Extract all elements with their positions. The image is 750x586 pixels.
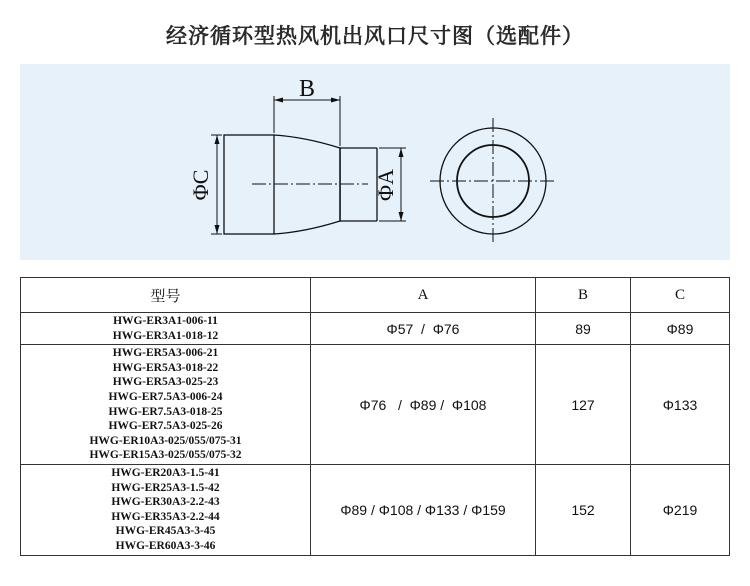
model-name: HWG-ER5A3-018-22 [112,361,219,374]
column-header-b: B [536,278,631,313]
b-arrow-right [331,98,340,103]
table-row [21,464,730,555]
column-header-model: 型号 [21,278,311,313]
model-name: HWG-ER10A3-025/055/075-31 [89,434,242,447]
dimension-b-cell: 152 [536,464,631,555]
model-name: HWG-ER5A3-025-23 [112,376,219,389]
c-arrow-top [215,135,220,144]
dimension-label-c: ΦC [188,169,213,201]
model-list-cell [21,464,311,555]
dimension-a-cell: Φ57 / Φ76 [311,313,536,345]
model-name: HWG-ER7.5A3-018-25 [108,405,223,418]
model-name: HWG-ER5A3-006-21 [112,347,219,360]
table-row [21,313,730,345]
dimension-label-a: ΦA [373,169,398,201]
dimension-arrows [215,98,404,235]
page-title: 经济循环型热风机出风口尺寸图（选配件） [166,24,584,48]
model-name: HWG-ER15A3-025/055/075-32 [89,449,242,462]
dimension-b-cell: 127 [536,345,631,465]
model-name: HWG-ER25A3-1.5-42 [111,481,220,494]
a-arrow-top [399,148,404,157]
model-name: HWG-ER35A3-2.2-44 [111,510,220,523]
outlet-flange-outline [224,135,274,234]
model-name: HWG-ER20A3-1.5-41 [111,466,220,479]
dimension-a-cell: Φ89 / Φ108 / Φ133 / Φ159 [311,464,536,555]
dimension-a-cell: Φ76 / Φ89 / Φ108 [311,345,536,465]
model-name: HWG-ER3A1-018-12 [112,329,219,342]
dimension-c-cell: Φ219 [631,464,730,555]
model-name: HWG-ER7.5A3-006-24 [108,390,223,403]
front-view [430,118,556,244]
dimension-label-b: B [298,76,316,102]
model-list-cell [21,345,311,465]
side-view [211,96,406,234]
model-name: HWG-ER7.5A3-025-26 [108,420,223,433]
model-name: HWG-ER3A1-006-11 [113,315,218,327]
column-header-c: C [631,278,730,313]
model-name: HWG-ER45A3-3-45 [115,525,216,538]
table-row [21,345,730,465]
b-arrow-left [274,98,283,103]
model-name: HWG-ER30A3-2.2-43 [111,496,220,509]
dimension-c-cell: Φ89 [631,313,730,345]
model-list-cell [21,313,311,345]
outlet-dimension-drawing [20,64,730,260]
a-arrow-bottom [399,212,404,221]
dimension-spec-table [20,277,730,556]
model-name: HWG-ER60A3-3-46 [115,539,216,552]
c-arrow-bottom [215,225,220,234]
dimension-drawing-panel [20,64,730,260]
dimension-c-cell: Φ133 [631,345,730,465]
table-header-row [21,278,730,313]
column-header-a: A [311,278,536,313]
dimension-b-cell: 89 [536,313,631,345]
